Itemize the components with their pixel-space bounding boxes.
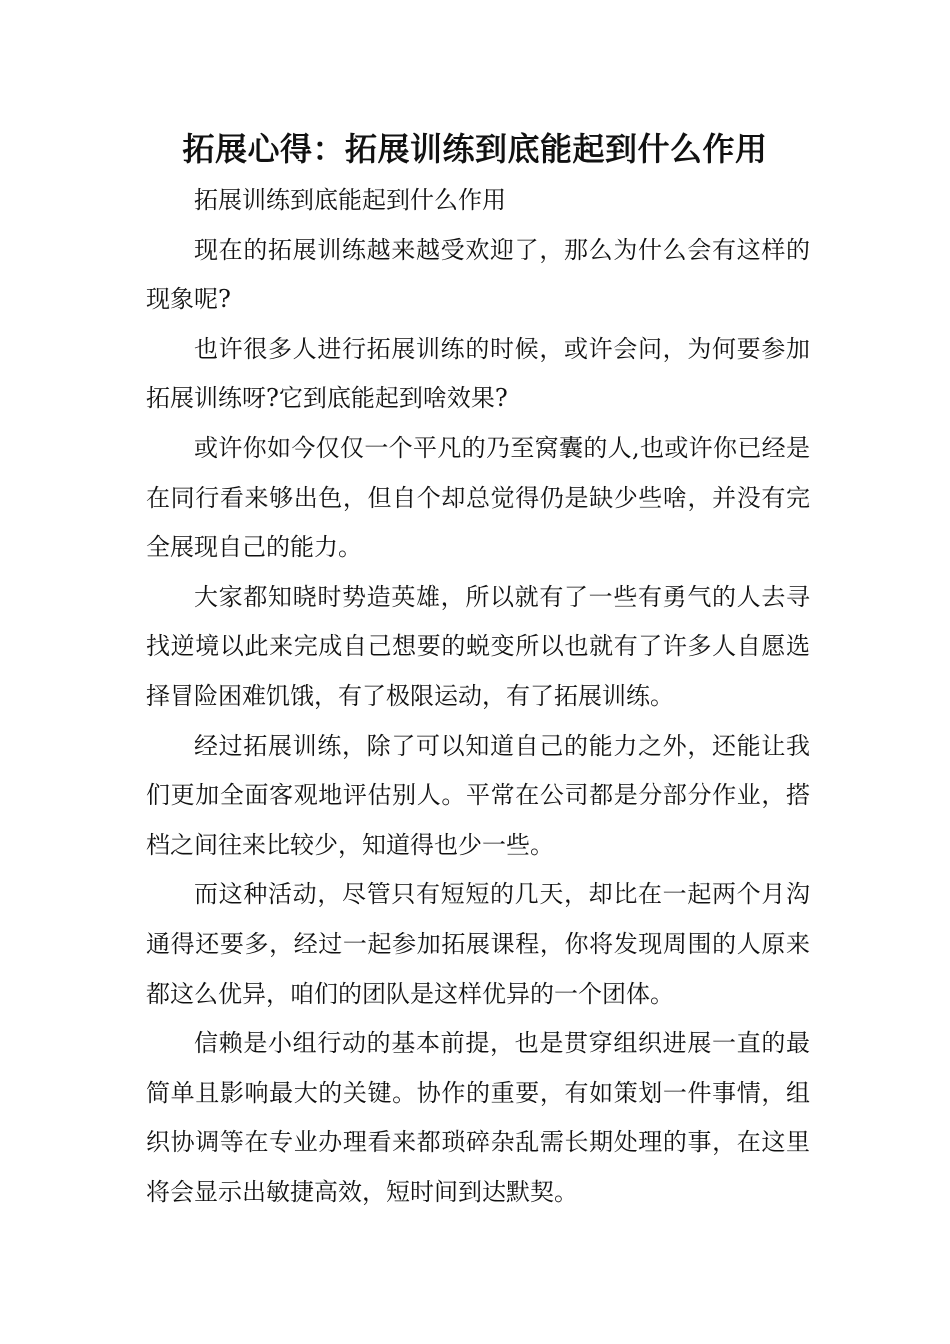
document-body — [146, 176, 810, 1217]
paragraph: 现在的拓展训练越来越受欢迎了，那么为什么会有这样的现象呢? — [146, 235, 810, 314]
paragraph: 而这种活动，尽管只有短短的几天，却比在一起两个月沟通得还要多，经过一起参加拓展课程，你将发现周围的人原来都这么优异，咱们的团队是这样优异的一个团体。 — [146, 880, 810, 1008]
paragraph: 或许你如今仅仅一个平凡的乃至窝囊的人,也或许你已经是在同行看来够出色，但自个却总觉得仍是缺少些啥，并没有完全展现自己的能力。 — [146, 433, 810, 562]
paragraph: 信赖是小组行动的基本前提，也是贯穿组织进展一直的最简单且影响最大的关键。协作的重要，有如策划一件事情，组织协调等在专业办理看来都琐碎杂乱需长期处理的事，在这里将会显示出敏捷高效，短时间到达默契。 — [146, 1029, 810, 1206]
paragraph: 大家都知晓时势造英雄，所以就有了一些有勇气的人去寻找逆境以此来完成自己想要的蜕变所以也就有了许多人自愿选择冒险困难饥饿，有了极限运动，有了拓展训练。 — [146, 582, 810, 710]
document-title: 拓展心得：拓展训练到底能起到什么作用 — [182, 130, 768, 168]
paragraph: 经过拓展训练，除了可以知道自己的能力之外，还能让我们更加全面客观地评估别人。平常在公司都是分部分作业，搭档之间往来比较少，知道得也少一些。 — [146, 731, 810, 859]
paragraph-subtitle: 拓展训练到底能起到什么作用 — [194, 186, 506, 214]
paragraph: 也许很多人进行拓展训练的时候，或许会问，为何要参加拓展训练呀?它到底能起到啥效果? — [146, 334, 810, 413]
